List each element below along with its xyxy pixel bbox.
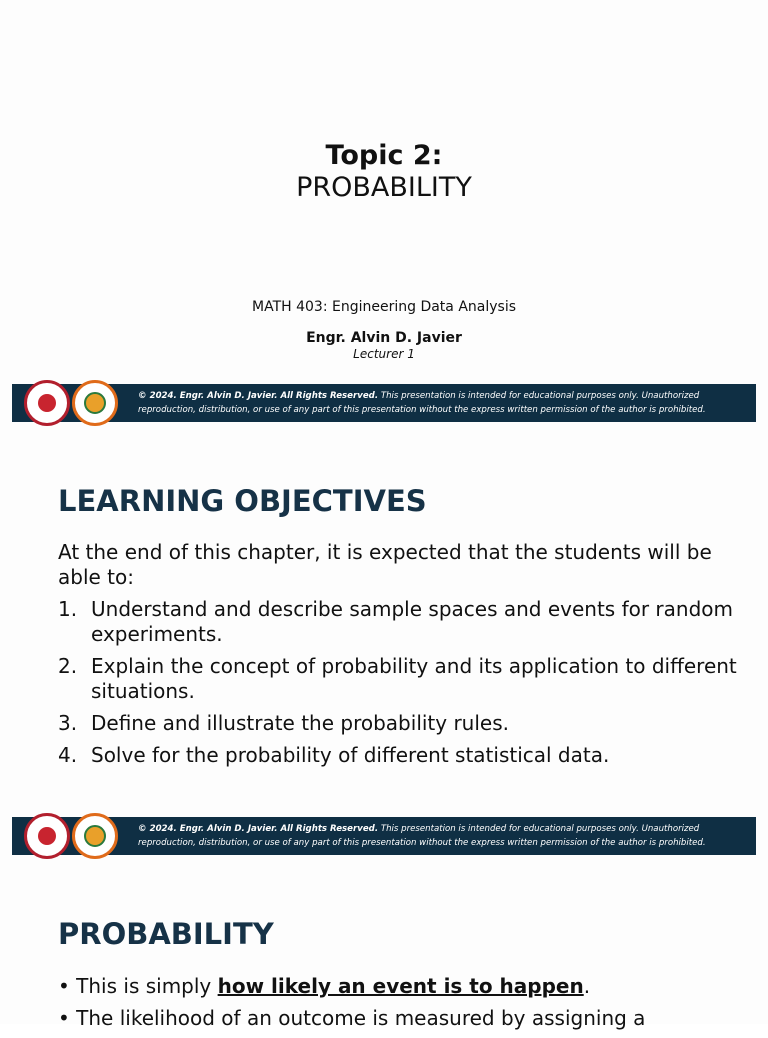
item-number: 3. [58, 711, 78, 735]
list-item [58, 654, 738, 704]
objectives-intro: At the end of this chapter, it is expected that the students will be able to: [58, 540, 712, 589]
copyright-bold: © 2024. Engr. Alvin D. Javier. All Rights Reserved. [138, 824, 379, 834]
university-seal-icon [24, 380, 70, 426]
topic-title: Topic 2: [325, 140, 443, 171]
college-seal-icon [72, 813, 118, 859]
course-name: MATH 403: Engineering Data Analysis [252, 299, 516, 315]
bullet-prefix: • This is simply [58, 974, 218, 998]
list-item [58, 711, 738, 736]
list-item [58, 597, 738, 647]
item-number: 2. [58, 654, 78, 678]
topic-subtitle: PROBABILITY [296, 172, 472, 203]
copyright-banner [12, 384, 756, 422]
copyright-bold: © 2024. Engr. Alvin D. Javier. All Rights Reserved. [138, 391, 379, 401]
list-item [58, 743, 738, 768]
objectives-heading: LEARNING OBJECTIVES [58, 484, 427, 518]
copyright-notice [138, 389, 750, 417]
probability-heading: PROBABILITY [58, 917, 274, 951]
copyright-text: This presentation is intended for educational purposes only. Unauthorized reproduction, distribution, or use of any part of this presentation without the express written permission of the author is prohibited. [138, 391, 706, 415]
author-name: Engr. Alvin D. Javier [306, 330, 462, 346]
probability-bullets [58, 974, 738, 1038]
title-slide [0, 0, 768, 436]
item-number: 4. [58, 743, 78, 767]
bullet-emphasis: how likely an event is to happen [217, 974, 584, 998]
item-text: Define and illustrate the probability rules. [91, 711, 509, 735]
list-item [58, 974, 738, 999]
university-seal-icon [24, 813, 70, 859]
item-number: 1. [58, 597, 78, 621]
bullet-suffix: . [583, 974, 591, 998]
item-text: Explain the concept of probability and its application to different situations. [91, 654, 737, 703]
copyright-text: This presentation is intended for educational purposes only. Unauthorized reproduction, distribution, or use of any part of this presentation without the express written permission of the author is prohibited. [138, 824, 706, 848]
copyright-banner [12, 817, 756, 855]
author-role: Lecturer 1 [353, 347, 415, 361]
list-item: • The likelihood of an outcome is measured by assigning a [58, 1006, 646, 1030]
objectives-list [58, 597, 738, 775]
item-text: Solve for the probability of different statistical data. [91, 743, 610, 767]
item-text: Understand and describe sample spaces and events for random experiments. [91, 597, 733, 646]
college-seal-icon [72, 380, 118, 426]
copyright-notice [138, 822, 750, 850]
